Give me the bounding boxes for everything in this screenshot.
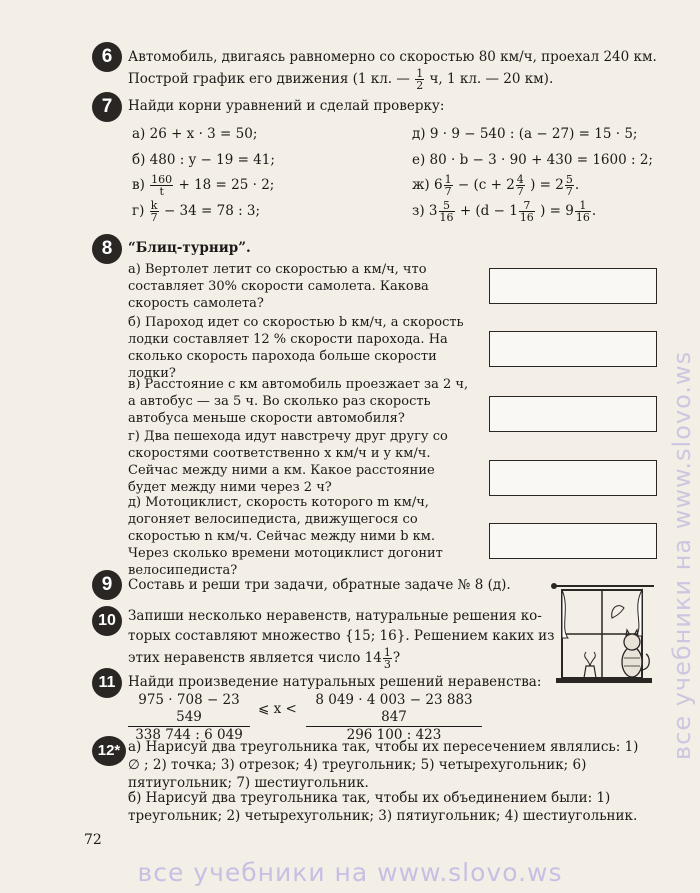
page-number: 72	[84, 832, 102, 848]
task8-v: в) Расстояние c км автомобиль проезжает за 2 ч, а автобус — за 5 ч. Во сколько раз скорость автобуса меньше скорости автомобиля?	[128, 377, 469, 426]
eq-v: в) $\frac{160}{t}$ + 18 = 25 · 2;	[132, 173, 275, 198]
task7-title: Найди корни уравнений и сделай проверку:	[128, 98, 445, 114]
eq-d: д) 9 · 9 − 540 : (a − 27) = 15 · 5;	[412, 126, 638, 142]
task8-d: д) Мотоциклист, скорость которого m км/ч, догоняет велосипедиста, движущегося со скоростью n км/ч. Сейчас между ними b км. Через сколько времени мотоциклист догонит велосипедиста?	[128, 495, 443, 578]
inequality-middle: ⩽ x <	[258, 701, 297, 717]
task8-b: б) Пароход идет со скоростью b км/ч, а скорость лодки составляет 12 % скорости парохода. На сколько скорость парохода больше скорости лодки?	[128, 315, 464, 381]
eq-e: е) 80 · b − 3 · 90 + 430 = 1600 : 2;	[412, 152, 653, 168]
task12-a: а) Нарисуй два треугольника так, чтобы их пересечением являлись: 1) ∅ ; 2) точка; 3) отрезок; 4) треугольник; 5) четырехугольник; 6) пятиугольник; 7) шестиугольник.	[128, 739, 639, 791]
task10-line2: торых составляют множество {15; 16}. Решением каких из	[128, 628, 555, 644]
eq-z: з) 3 $\frac{5}{16}$ + (d − 1 $\frac{7}{16}$ ) = 9 $\frac{1}{16}$ .	[412, 199, 597, 224]
answer-box-v[interactable]	[489, 396, 657, 432]
task10-line3: этих неравенств является число 14 $\frac{1}{3}$ ?	[128, 646, 401, 671]
task-number-11: 11	[92, 668, 122, 698]
answer-box-b[interactable]	[489, 331, 657, 367]
fraction: $\frac{1}{2}$	[416, 67, 424, 92]
task12-b: б) Нарисуй два треугольника так, чтобы их объединением были: 1) треугольник; 2) четырехугольник; 3) пятиугольник; 4) шестиугольник.	[128, 790, 638, 824]
task-number-10: 10	[92, 606, 122, 636]
task-number-6: 6	[92, 42, 122, 72]
task-number-12: 12*	[92, 736, 126, 766]
side-watermark: все учебники на www.slovo.ws	[668, 350, 696, 760]
inequality-left-fraction: 975 · 708 − 23 549 338 744 : 6 049	[128, 692, 250, 744]
task-number-7: 7	[92, 92, 122, 122]
answer-box-g[interactable]	[489, 460, 657, 496]
answer-box-a[interactable]	[489, 268, 657, 304]
window-cat-illustration	[548, 578, 658, 690]
eq-g: г) $\frac{k}{7}$ − 34 = 78 : 3;	[132, 199, 261, 224]
eq-a: а) 26 + x · 3 = 50;	[132, 126, 258, 142]
bottom-watermark: все учебники на www.slovo.ws	[137, 858, 563, 887]
task9-text: Составь и реши три задачи, обратные задаче № 8 (д).	[128, 577, 511, 593]
task8-title: “Блиц-турнир”.	[128, 240, 251, 256]
task-number-9: 9	[92, 570, 122, 600]
task8-g: г) Два пешехода идут навстречу друг другу со скоростями соответственно x км/ч и y км/ч. Сейчас между ними a км. Какое расстояние будет между ними через 2 ч?	[128, 429, 448, 495]
answer-box-d[interactable]	[489, 523, 657, 559]
task-number-8: 8	[92, 234, 122, 264]
inequality-right-fraction: 8 049 · 4 003 − 23 883 847 296 100 : 423	[306, 692, 482, 744]
task10-line1: Запиши несколько неравенств, натуральные решения ко-	[128, 608, 542, 624]
eq-zh: ж) 6 $\frac{1}{7}$ − (c + 2 $\frac{4}{7}$ ) = 2 $\frac{5}{7}$ .	[412, 173, 580, 198]
eq-b: б) 480 : y − 19 = 41;	[132, 152, 275, 168]
task11-title: Найди произведение натуральных решений неравенства:	[128, 674, 542, 690]
task8-a: а) Вертолет летит со скоростью a км/ч, что составляет 30% скорости самолета. Какова скорость самолета?	[128, 262, 429, 311]
task6-line2: Построй график его движения (1 кл. — $\frac{1}{2}$ ч, 1 кл. — 20 км).	[128, 67, 554, 92]
task6-line1: Автомобиль, двигаясь равномерно со скоростью 80 км/ч, проехал 240 км.	[128, 49, 657, 65]
